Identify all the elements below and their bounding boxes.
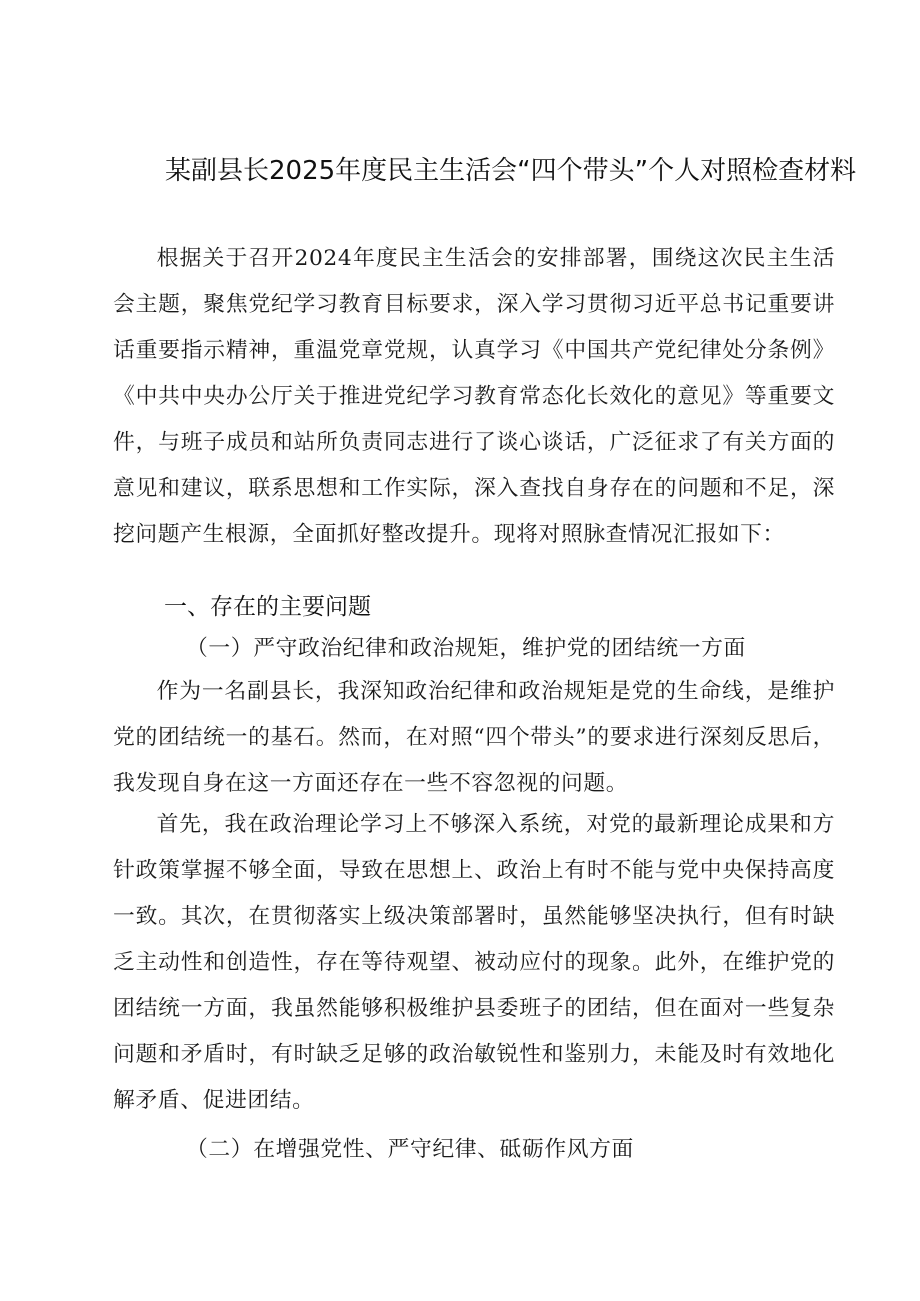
subsection-heading-political-discipline: （一）严守政治纪律和政治规矩，维护党的团结统一方面	[186, 636, 746, 661]
subsection1-paragraph-2: 首先，我在政治理论学习上不够深入系统，对党的最新理论成果和方针政策掌握不够全面，导致在思想上、政治上有时不能与党中央保持高度一致。其次，在贯彻落实上级决策部署时，虽然能够坚决执行，但有时缺乏主动性和创造性，存在等待观望、被动应付的现象。此外，在维护党的团结统一方面，我虽然能够积极维护县委班子的团结，但在面对一些复杂问题和矛盾时，有时缺乏足够的政治敏锐性和鉴别力，未能及时有效地化解矛盾、促进团结。	[113, 812, 835, 1113]
intro-paragraph: 根据关于召开2024年度民主生活会的安排部署，围绕这次民主生活会主题，聚焦党纪学习教育目标要求，深入学习贯彻习近平总书记重要讲话重要指示精神，重温党章党规，认真学习《中国共产党纪律处分条例》《中共中央办公厅关于推进党纪学习教育常态化长效化的意见》等重要文件，与班子成员和站所负责同志进行了谈心谈话，广泛征求了有关方面的意见和建议，联系思想和工作实际，深入查找自身存在的问题和不足，深挖问题产生根源，全面抓好整改提升。现将对照脉查情况汇报如下：	[113, 246, 835, 547]
subsection-heading-party-spirit: （二）在增强党性、严守纪律、砥砺作风方面	[186, 1137, 634, 1162]
subsection1-paragraph-1: 作为一名副县长，我深知政治纪律和政治规矩是党的生命线，是维护党的团结统一的基石。然而，在对照“四个带头”的要求进行深刻反思后，我发现自身在这一方面还存在一些不容忽视的问题。	[113, 679, 835, 796]
document-title: 某副县长2025年度民主生活会“四个带头”个人对照检查材料	[165, 156, 857, 186]
section-heading-main-problems: 一、存在的主要问题	[164, 594, 371, 620]
